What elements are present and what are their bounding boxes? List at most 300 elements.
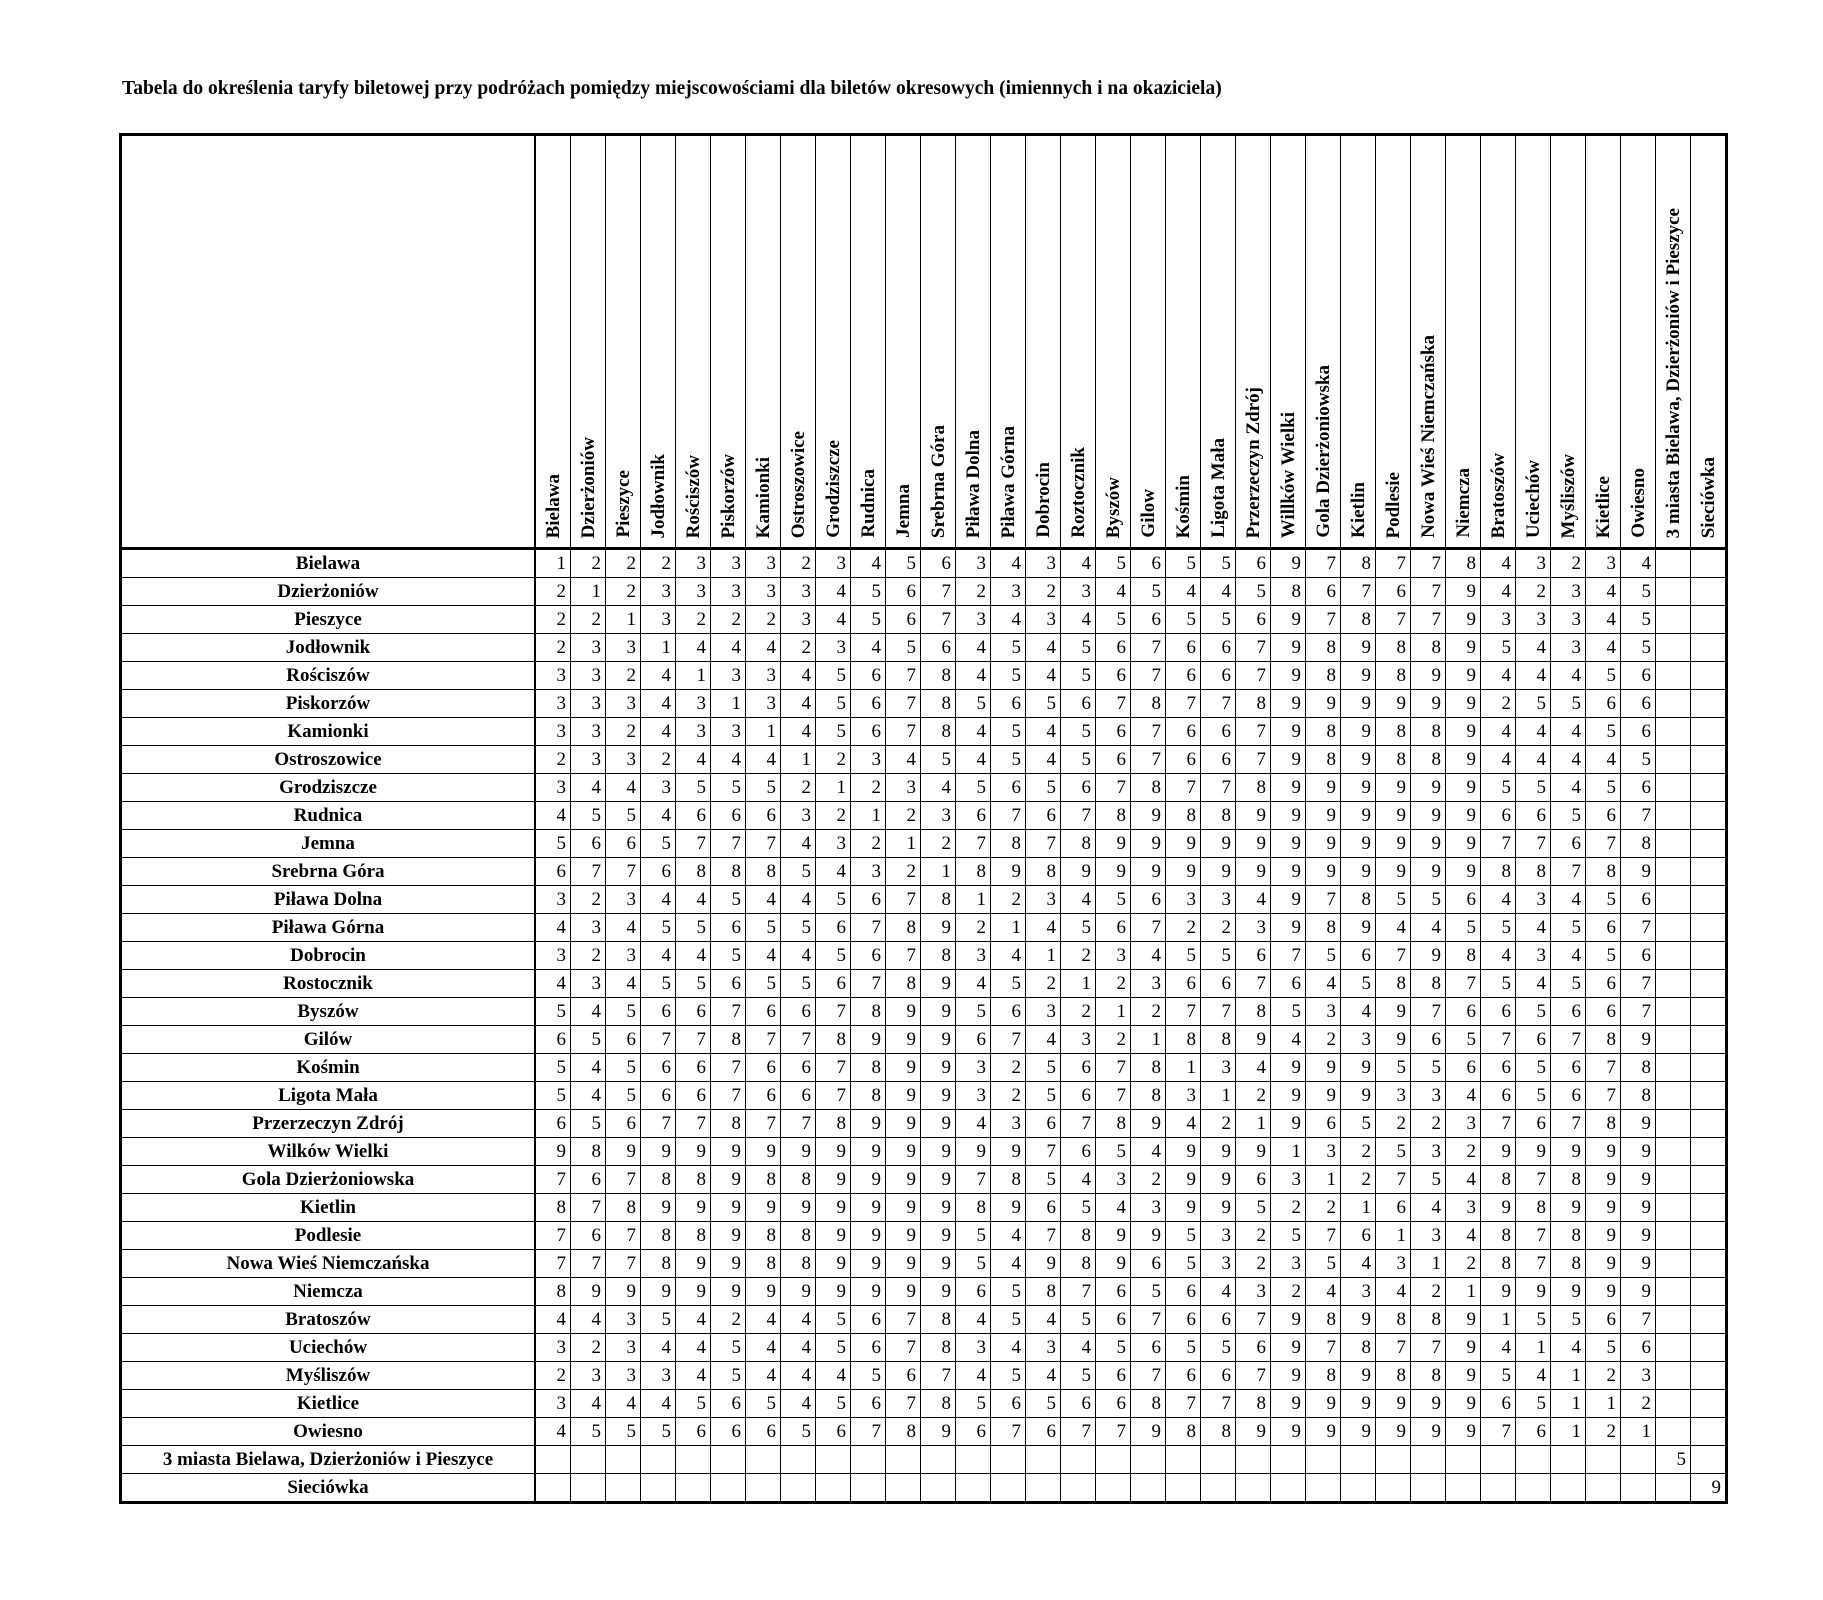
- fare-cell: 4: [535, 1418, 571, 1446]
- fare-cell: 2: [676, 606, 711, 634]
- fare-cell: 8: [1411, 1362, 1446, 1390]
- fare-cell: 6: [746, 1418, 781, 1446]
- fare-cell: 8: [1166, 802, 1201, 830]
- fare-cell: 4: [781, 886, 816, 914]
- column-header: [886, 135, 921, 549]
- fare-cell: 7: [1586, 1054, 1621, 1082]
- fare-cell: 1: [571, 578, 606, 606]
- fare-cell: 4: [641, 662, 676, 690]
- fare-cell: 7: [1551, 1110, 1586, 1138]
- table-row: [121, 1390, 1727, 1418]
- fare-cell: 9: [1131, 858, 1166, 886]
- table-row: [121, 830, 1727, 858]
- fare-cell: 5: [1096, 606, 1131, 634]
- fare-cell: 9: [1271, 1054, 1306, 1082]
- row-header: Przerzeczyn Zdrój: [121, 1110, 536, 1138]
- fare-cell: 8: [1341, 1334, 1376, 1362]
- fare-cell: 8: [535, 1278, 571, 1306]
- fare-cell: 5: [1271, 998, 1306, 1026]
- fare-cell: [1691, 634, 1727, 662]
- fare-cell: 1: [1481, 1306, 1516, 1334]
- column-header-label: Piława Dolna: [962, 429, 984, 538]
- fare-cell: 3: [535, 1334, 571, 1362]
- fare-cell: 4: [571, 1306, 606, 1334]
- fare-cell: 9: [1096, 1222, 1131, 1250]
- fare-cell: 9: [1411, 690, 1446, 718]
- row-header: Rudnica: [121, 802, 536, 830]
- fare-cell: 9: [1271, 549, 1306, 578]
- fare-cell: 5: [641, 830, 676, 858]
- fare-cell: 4: [1096, 578, 1131, 606]
- fare-cell: 2: [711, 1306, 746, 1334]
- row-header: 3 miasta Bielawa, Dzierżoniów i Pieszyce: [121, 1446, 536, 1474]
- fare-cell: 9: [1621, 1250, 1656, 1278]
- fare-cell: 5: [711, 774, 746, 802]
- column-header: [535, 135, 571, 549]
- fare-cell: 7: [1061, 802, 1096, 830]
- fare-cell: 7: [676, 1110, 711, 1138]
- fare-cell: 4: [1551, 886, 1586, 914]
- fare-cell: 4: [1446, 1166, 1481, 1194]
- fare-cell: 8: [606, 1194, 641, 1222]
- fare-cell: 4: [781, 1306, 816, 1334]
- fare-cell: 3: [1446, 1110, 1481, 1138]
- column-header: [1131, 135, 1166, 549]
- column-header-label: Rudnica: [857, 469, 879, 538]
- fare-cell: 3: [1131, 1194, 1166, 1222]
- fare-cell: 4: [956, 1306, 991, 1334]
- fare-cell: 2: [571, 942, 606, 970]
- fare-cell: 9: [711, 1166, 746, 1194]
- fare-cell: 2: [956, 578, 991, 606]
- fare-cell: 2: [1341, 1166, 1376, 1194]
- fare-cell: [1656, 746, 1691, 774]
- fare-cell: 5: [1551, 802, 1586, 830]
- fare-cell: 9: [1376, 774, 1411, 802]
- fare-cell: 9: [1586, 1278, 1621, 1306]
- fare-cell: 8: [1096, 802, 1131, 830]
- fare-cell: 3: [1201, 1250, 1236, 1278]
- fare-cell: 9: [1236, 1418, 1271, 1446]
- fare-cell: 5: [1131, 1278, 1166, 1306]
- fare-cell: 9: [921, 1278, 956, 1306]
- fare-cell: 5: [1166, 1250, 1201, 1278]
- fare-cell: 4: [991, 1222, 1026, 1250]
- fare-cell: 7: [1131, 914, 1166, 942]
- fare-cell: 9: [816, 1194, 851, 1222]
- fare-cell: 4: [1551, 1334, 1586, 1362]
- fare-cell: 6: [1481, 802, 1516, 830]
- fare-cell: 4: [1481, 662, 1516, 690]
- fare-cell: 4: [746, 886, 781, 914]
- fare-cell: [1411, 1474, 1446, 1503]
- fare-cell: 5: [921, 746, 956, 774]
- fare-cell: 2: [1236, 1082, 1271, 1110]
- fare-cell: 4: [1516, 914, 1551, 942]
- fare-cell: 5: [1201, 549, 1236, 578]
- fare-cell: 8: [1131, 1054, 1166, 1082]
- fare-cell: 3: [781, 802, 816, 830]
- fare-cell: 9: [921, 1054, 956, 1082]
- fare-cell: [1096, 1446, 1131, 1474]
- fare-cell: 8: [816, 1026, 851, 1054]
- fare-cell: 7: [711, 1082, 746, 1110]
- fare-cell: 7: [1236, 746, 1271, 774]
- fare-cell: 7: [1166, 998, 1201, 1026]
- fare-cell: [1481, 1474, 1516, 1503]
- fare-cell: [1656, 886, 1691, 914]
- column-header: [1166, 135, 1201, 549]
- fare-cell: 3: [1516, 886, 1551, 914]
- fare-cell: 3: [1621, 1362, 1656, 1390]
- fare-cell: 5: [1236, 1194, 1271, 1222]
- fare-cell: [1026, 1474, 1061, 1503]
- fare-cell: [1656, 1054, 1691, 1082]
- fare-cell: 5: [851, 578, 886, 606]
- fare-cell: 7: [1621, 970, 1656, 998]
- fare-cell: [1691, 1390, 1727, 1418]
- fare-cell: 6: [1411, 1026, 1446, 1054]
- fare-cell: 9: [1551, 1138, 1586, 1166]
- column-header-label: Dobrocin: [1032, 462, 1054, 538]
- row-header: Gilów: [121, 1026, 536, 1054]
- fare-cell: 9: [886, 1054, 921, 1082]
- column-header: [711, 135, 746, 549]
- fare-cell: 6: [1551, 830, 1586, 858]
- fare-cell: [1691, 886, 1727, 914]
- fare-cell: 9: [921, 1166, 956, 1194]
- fare-cell: 5: [1096, 1334, 1131, 1362]
- fare-cell: 6: [1026, 1418, 1061, 1446]
- fare-cell: 6: [711, 970, 746, 998]
- fare-cell: 6: [746, 1082, 781, 1110]
- fare-cell: 2: [711, 606, 746, 634]
- fare-cell: 9: [1341, 1390, 1376, 1418]
- fare-cell: [1516, 1474, 1551, 1503]
- fare-cell: 3: [956, 606, 991, 634]
- fare-cell: 6: [1096, 634, 1131, 662]
- fare-cell: 8: [1306, 746, 1341, 774]
- fare-cell: 3: [711, 718, 746, 746]
- fare-cell: [1691, 578, 1727, 606]
- fare-cell: 2: [781, 634, 816, 662]
- table-row: [121, 1474, 1727, 1503]
- fare-cell: 4: [1516, 662, 1551, 690]
- fare-cell: [1691, 1362, 1727, 1390]
- fare-cell: 9: [921, 1082, 956, 1110]
- fare-cell: 7: [1166, 1390, 1201, 1418]
- fare-cell: [641, 1474, 676, 1503]
- fare-cell: 2: [1376, 1110, 1411, 1138]
- fare-cell: 9: [1131, 830, 1166, 858]
- fare-cell: 7: [1096, 774, 1131, 802]
- fare-cell: 3: [1376, 1250, 1411, 1278]
- fare-cell: 3: [711, 578, 746, 606]
- fare-cell: 5: [1516, 774, 1551, 802]
- fare-cell: 7: [746, 1026, 781, 1054]
- fare-cell: 5: [676, 1390, 711, 1418]
- fare-cell: [921, 1446, 956, 1474]
- fare-cell: [1656, 858, 1691, 886]
- fare-cell: 5: [816, 1306, 851, 1334]
- fare-cell: 2: [571, 886, 606, 914]
- fare-cell: 6: [1551, 1082, 1586, 1110]
- fare-cell: 9: [1306, 1390, 1341, 1418]
- table-row: [121, 746, 1727, 774]
- fare-cell: 4: [676, 1334, 711, 1362]
- fare-cell: [676, 1446, 711, 1474]
- table-row: [121, 690, 1727, 718]
- fare-cell: 7: [535, 1222, 571, 1250]
- fare-cell: 7: [676, 830, 711, 858]
- fare-cell: 5: [1166, 942, 1201, 970]
- fare-cell: 4: [1026, 746, 1061, 774]
- fare-cell: 9: [1411, 802, 1446, 830]
- fare-cell: 9: [816, 1166, 851, 1194]
- fare-cell: 1: [1376, 1222, 1411, 1250]
- fare-cell: [1201, 1446, 1236, 1474]
- fare-cell: 8: [676, 1222, 711, 1250]
- fare-cell: 4: [1376, 1278, 1411, 1306]
- fare-cell: 4: [1516, 970, 1551, 998]
- fare-cell: 4: [641, 1334, 676, 1362]
- fare-cell: [1691, 1054, 1727, 1082]
- table-row: [121, 970, 1727, 998]
- fare-cell: 3: [606, 886, 641, 914]
- fare-cell: 4: [641, 802, 676, 830]
- table-body: [121, 549, 1727, 1503]
- fare-cell: 6: [1201, 970, 1236, 998]
- fare-cell: 6: [1166, 718, 1201, 746]
- fare-cell: 5: [571, 1110, 606, 1138]
- fare-cell: 6: [851, 718, 886, 746]
- table-row: [121, 942, 1727, 970]
- fare-cell: 2: [641, 746, 676, 774]
- table-row: [121, 1110, 1727, 1138]
- fare-cell: 7: [1236, 1306, 1271, 1334]
- fare-cell: 5: [746, 914, 781, 942]
- fare-cell: [1201, 1474, 1236, 1503]
- fare-cell: 5: [1061, 662, 1096, 690]
- fare-cell: 5: [991, 1278, 1026, 1306]
- column-header: [1026, 135, 1061, 549]
- fare-cell: 4: [886, 746, 921, 774]
- fare-cell: 4: [816, 578, 851, 606]
- fare-cell: 5: [711, 1334, 746, 1362]
- fare-cell: 3: [816, 634, 851, 662]
- fare-cell: [1656, 1334, 1691, 1362]
- fare-cell: 9: [886, 1026, 921, 1054]
- fare-cell: 6: [1201, 1306, 1236, 1334]
- fare-cell: [956, 1446, 991, 1474]
- column-header-label: Uciechów: [1522, 459, 1544, 538]
- fare-cell: 6: [1516, 1418, 1551, 1446]
- fare-cell: 8: [1621, 1082, 1656, 1110]
- fare-cell: 5: [1026, 1054, 1061, 1082]
- fare-cell: 9: [921, 1026, 956, 1054]
- fare-cell: 3: [781, 606, 816, 634]
- fare-cell: 9: [1446, 774, 1481, 802]
- column-header: [676, 135, 711, 549]
- fare-cell: 7: [1376, 549, 1411, 578]
- table-row: [121, 1362, 1727, 1390]
- fare-cell: [1691, 606, 1727, 634]
- fare-cell: 9: [1586, 1138, 1621, 1166]
- fare-cell: 9: [1376, 690, 1411, 718]
- fare-cell: 3: [956, 1054, 991, 1082]
- fare-cell: 6: [816, 1418, 851, 1446]
- fare-cell: 6: [1061, 1138, 1096, 1166]
- fare-cell: 9: [1376, 830, 1411, 858]
- fare-cell: 6: [1166, 746, 1201, 774]
- fare-cell: 5: [956, 774, 991, 802]
- fare-cell: 9: [1411, 830, 1446, 858]
- column-header-label: Rościszów: [682, 454, 704, 538]
- fare-cell: 7: [1201, 690, 1236, 718]
- fare-cell: 6: [1516, 1026, 1551, 1054]
- fare-cell: 4: [571, 1054, 606, 1082]
- fare-cell: 7: [1621, 1306, 1656, 1334]
- fare-cell: 6: [1061, 1390, 1096, 1418]
- fare-cell: 6: [886, 578, 921, 606]
- fare-cell: 5: [1201, 606, 1236, 634]
- column-header: [606, 135, 641, 549]
- fare-cell: 9: [851, 1138, 886, 1166]
- fare-cell: 1: [606, 606, 641, 634]
- fare-cell: 8: [921, 942, 956, 970]
- fare-cell: 4: [676, 746, 711, 774]
- fare-cell: 9: [1096, 1250, 1131, 1278]
- column-header-label: Kietlice: [1592, 475, 1614, 538]
- fare-cell: 5: [1621, 606, 1656, 634]
- column-header-label: Podlesie: [1382, 471, 1404, 538]
- fare-cell: 6: [1481, 1082, 1516, 1110]
- fare-cell: 4: [1481, 886, 1516, 914]
- fare-cell: 9: [1621, 1138, 1656, 1166]
- fare-cell: 4: [746, 746, 781, 774]
- fare-cell: [606, 1474, 641, 1503]
- fare-cell: 6: [1516, 1110, 1551, 1138]
- fare-cell: 7: [1271, 942, 1306, 970]
- fare-cell: 7: [606, 1250, 641, 1278]
- fare-cell: [1656, 802, 1691, 830]
- fare-cell: 7: [1096, 1082, 1131, 1110]
- fare-cell: 5: [1096, 549, 1131, 578]
- fare-cell: 3: [851, 746, 886, 774]
- fare-cell: 7: [886, 942, 921, 970]
- fare-cell: 4: [1551, 774, 1586, 802]
- fare-cell: 3: [641, 606, 676, 634]
- fare-cell: 2: [781, 549, 816, 578]
- fare-cell: 3: [606, 746, 641, 774]
- fare-cell: 2: [1481, 690, 1516, 718]
- fare-cell: 3: [571, 1362, 606, 1390]
- fare-cell: 9: [1271, 690, 1306, 718]
- fare-cell: 5: [571, 1418, 606, 1446]
- fare-cell: 9: [676, 1278, 711, 1306]
- fare-cell: 5: [816, 718, 851, 746]
- fare-cell: [1656, 1138, 1691, 1166]
- fare-cell: 4: [1446, 1082, 1481, 1110]
- fare-cell: 9: [711, 1250, 746, 1278]
- fare-cell: 7: [1411, 998, 1446, 1026]
- fare-cell: 6: [1131, 606, 1166, 634]
- column-header-label: Gola Dzierżoniowska: [1312, 365, 1334, 538]
- fare-cell: 9: [851, 1110, 886, 1138]
- fare-cell: 5: [746, 1390, 781, 1418]
- fare-cell: [1586, 1474, 1621, 1503]
- fare-cell: 4: [956, 662, 991, 690]
- fare-cell: 7: [886, 690, 921, 718]
- fare-cell: 7: [1376, 1334, 1411, 1362]
- fare-cell: 4: [1481, 942, 1516, 970]
- fare-cell: 7: [1236, 970, 1271, 998]
- fare-cell: 4: [1026, 662, 1061, 690]
- fare-cell: 4: [991, 1334, 1026, 1362]
- fare-cell: 2: [535, 606, 571, 634]
- fare-cell: [1656, 970, 1691, 998]
- fare-cell: 9: [746, 1278, 781, 1306]
- fare-cell: 6: [1236, 549, 1271, 578]
- fare-cell: 5: [956, 1250, 991, 1278]
- fare-cell: 3: [1201, 1054, 1236, 1082]
- fare-cell: 3: [816, 830, 851, 858]
- fare-cell: 8: [921, 690, 956, 718]
- fare-cell: 6: [535, 1026, 571, 1054]
- fare-cell: 3: [1411, 1222, 1446, 1250]
- column-header-label: Grodziszcze: [822, 440, 844, 538]
- fare-cell: 5: [991, 718, 1026, 746]
- fare-cell: 3: [606, 1362, 641, 1390]
- fare-cell: 5: [746, 774, 781, 802]
- fare-cell: 7: [816, 998, 851, 1026]
- fare-cell: 4: [746, 1362, 781, 1390]
- fare-cell: 6: [1236, 942, 1271, 970]
- table-row: [121, 662, 1727, 690]
- fare-cell: [1586, 1446, 1621, 1474]
- fare-cell: 6: [1481, 998, 1516, 1026]
- fare-cell: 7: [921, 1362, 956, 1390]
- fare-cell: [1691, 802, 1727, 830]
- fare-cell: [851, 1474, 886, 1503]
- fare-cell: 9: [1271, 1110, 1306, 1138]
- fare-cell: 2: [1306, 1194, 1341, 1222]
- fare-cell: 4: [1481, 718, 1516, 746]
- fare-cell: 5: [641, 1418, 676, 1446]
- fare-cell: 6: [641, 858, 676, 886]
- fare-cell: 9: [1446, 662, 1481, 690]
- fare-cell: 5: [1166, 1222, 1201, 1250]
- fare-cell: 6: [1551, 998, 1586, 1026]
- fare-cell: 5: [1586, 774, 1621, 802]
- fare-cell: 4: [781, 1362, 816, 1390]
- fare-cell: 6: [1131, 1250, 1166, 1278]
- row-header: Owiesno: [121, 1418, 536, 1446]
- fare-cell: 1: [1271, 1138, 1306, 1166]
- fare-cell: 8: [1341, 549, 1376, 578]
- fare-cell: 5: [1166, 1334, 1201, 1362]
- fare-cell: 9: [1026, 1250, 1061, 1278]
- row-header: Sieciówka: [121, 1474, 536, 1503]
- fare-cell: 5: [606, 802, 641, 830]
- fare-cell: 9: [1411, 942, 1446, 970]
- fare-cell: 5: [1411, 886, 1446, 914]
- fare-cell: 5: [606, 1054, 641, 1082]
- fare-cell: 9: [1446, 802, 1481, 830]
- column-header: [1656, 135, 1691, 549]
- fare-cell: 5: [1061, 746, 1096, 774]
- fare-cell: 6: [1481, 1054, 1516, 1082]
